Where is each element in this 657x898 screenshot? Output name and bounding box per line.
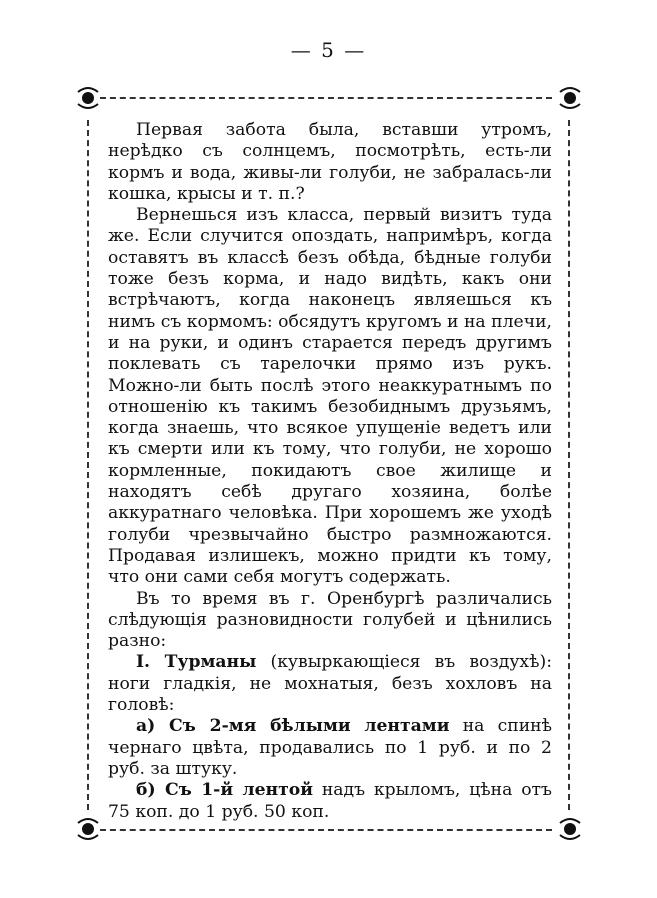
section-heading-bold: I. Турманы [136,652,257,673]
corner-flourish-icon [556,84,584,112]
list-item-text: надъ крыломъ, цѣна отъ 75 коп. до 1 руб. 50 коп. [108,780,552,822]
list-item [108,780,552,823]
corner-flourish-icon [556,815,584,843]
list-item [108,716,552,780]
corner-flourish-icon [74,815,102,843]
list-item-text: на спинѣ чернаго цвѣта, продавались по 1 руб. и по 2 руб. за штуку. [108,716,552,779]
section-heading-text: (кувыркающіеся въ воздухѣ): ноги гладкія, не мохнатыя, безъ хохловъ на головѣ: [108,652,552,716]
corner-flourish-icon [74,84,102,112]
page-number: — 5 — [290,38,367,62]
paragraph: Первая забота была, вставши утромъ, нерѣдко съ солнцемъ, посмотрѣть, есть-ли кормъ и вода, живы-ли голуби, не забралась-ли кошка, крысы и т. п.? [108,120,552,204]
list-item-bold: а) Съ 2-мя бѣлыми лентами [136,716,450,737]
section-heading [108,652,552,716]
list-item-bold: б) Съ 1-й лентой [136,780,313,801]
paragraph: Вернешься изъ класса, первый визитъ туда же. Если случится опоздать, напримѣръ, когда оставятъ въ классѣ безъ обѣда, бѣдные голуби тоже безъ корма, и надо видѣть, какъ они встрѣчаютъ, когда наконецъ являешься къ нимъ съ кормомъ: обсядутъ кругомъ и на плечи, и на руки, и одинъ старается передъ другимъ поклевать съ тарелочки прямо изъ рукъ. Можно-ли быть послѣ этого неаккуратнымъ по отношенію къ такимъ безобиднымъ друзьямъ, когда знаешь, что всякое упущеніе ведетъ или къ смерти или къ тому, что голуби, не хорошо кормленные, покидаютъ свое жилище и находятъ себѣ другаго хозяина, болѣе аккуратнаго человѣка. При хорошемъ же уходѣ голуби чрезвычайно быстро размножаются. Продавая излишекъ, можно придти къ тому, что они сами себя могутъ содержать. [108,205,552,588]
border-top [100,97,552,99]
border-right [568,120,570,810]
page-body [108,120,552,823]
paragraph: Въ то время въ г. Оренбургѣ различались слѣдующія разновидности голубей и цѣнились разно: [108,588,552,652]
border-bottom [100,829,552,831]
border-left [87,120,89,810]
